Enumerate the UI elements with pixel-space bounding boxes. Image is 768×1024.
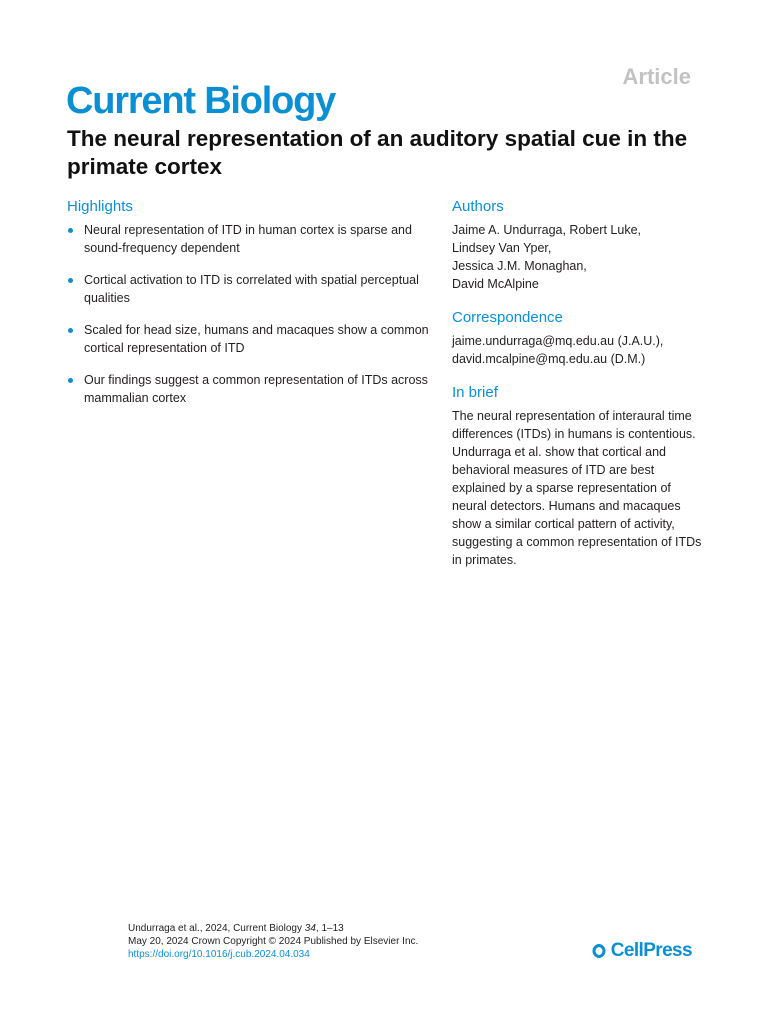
sidebar-summary bbox=[452, 198, 702, 585]
doi-link[interactable]: https://doi.org/10.1016/j.cub.2024.04.034 bbox=[128, 949, 310, 960]
copyright-line: May 20, 2024 Crown Copyright © 2024 Published by Elsevier Inc. bbox=[128, 936, 419, 947]
authors-heading: Authors bbox=[452, 198, 504, 215]
publisher-name: CellPress bbox=[610, 940, 692, 961]
authors-list bbox=[452, 221, 702, 293]
highlight-text: Our findings suggest a common representation of ITDs across mammalian cortex bbox=[84, 373, 428, 405]
email-link[interactable]: jaime.undurraga@mq.edu.au (J.A.U.), bbox=[452, 334, 664, 348]
correspondence-emails bbox=[452, 332, 702, 368]
highlights-heading: Highlights bbox=[67, 198, 133, 215]
bullet-icon bbox=[68, 378, 73, 383]
highlight-text: Scaled for head size, humans and macaques show a common cortical representation of ITD bbox=[84, 323, 429, 355]
in-brief-section bbox=[452, 384, 702, 569]
bullet-icon bbox=[68, 278, 73, 283]
citation-footer bbox=[128, 922, 418, 961]
email-link[interactable]: david.mcalpine@mq.edu.au (D.M.) bbox=[452, 352, 646, 366]
list-item bbox=[67, 371, 439, 407]
author-line: Jaime A. Undurraga, Robert Luke, bbox=[452, 223, 641, 237]
list-item bbox=[67, 321, 439, 357]
correspondence-heading: Correspondence bbox=[452, 309, 563, 326]
article-type-label: Article bbox=[622, 64, 691, 89]
highlights-list bbox=[67, 221, 439, 407]
publisher-logo bbox=[588, 940, 692, 962]
highlight-text: Neural representation of ITD in human cortex is sparse and sound-frequency dependent bbox=[84, 223, 412, 255]
citation-prefix: Undurraga et al., 2024, Current Biology bbox=[128, 923, 305, 934]
list-item bbox=[67, 271, 439, 307]
journal-name: Current Biology bbox=[66, 80, 336, 122]
article-title: The neural representation of an auditory spatial cue in the primate cortex bbox=[67, 126, 688, 179]
bullet-icon bbox=[68, 228, 73, 233]
citation-volume: 34 bbox=[304, 923, 316, 934]
bullet-icon bbox=[68, 328, 73, 333]
author-line: Jessica J.M. Monaghan, bbox=[452, 259, 587, 273]
in-brief-heading: In brief bbox=[452, 384, 498, 401]
authors-section bbox=[452, 198, 702, 293]
author-line: David McAlpine bbox=[452, 277, 539, 291]
correspondence-section bbox=[452, 309, 702, 368]
citation-pages: , 1–13 bbox=[315, 923, 344, 934]
author-line: Lindsey Van Yper, bbox=[452, 241, 552, 255]
list-item bbox=[67, 221, 439, 257]
highlights-section bbox=[67, 198, 439, 421]
citation-line bbox=[128, 922, 418, 935]
in-brief-text: The neural representation of interaural time differences (ITDs) in humans is contentious. Undurraga et al. show that cortical and behavioral measures of ITD are best explained by a sparse representation of neural detectors. Humans and macaques show a similar cortical pattern of activity, suggesting a common representation of ITDs in primates. bbox=[452, 409, 702, 567]
highlight-text: Cortical activation to ITD is correlated with spatial perceptual qualities bbox=[84, 273, 419, 305]
cellpress-logo-icon bbox=[588, 941, 608, 961]
